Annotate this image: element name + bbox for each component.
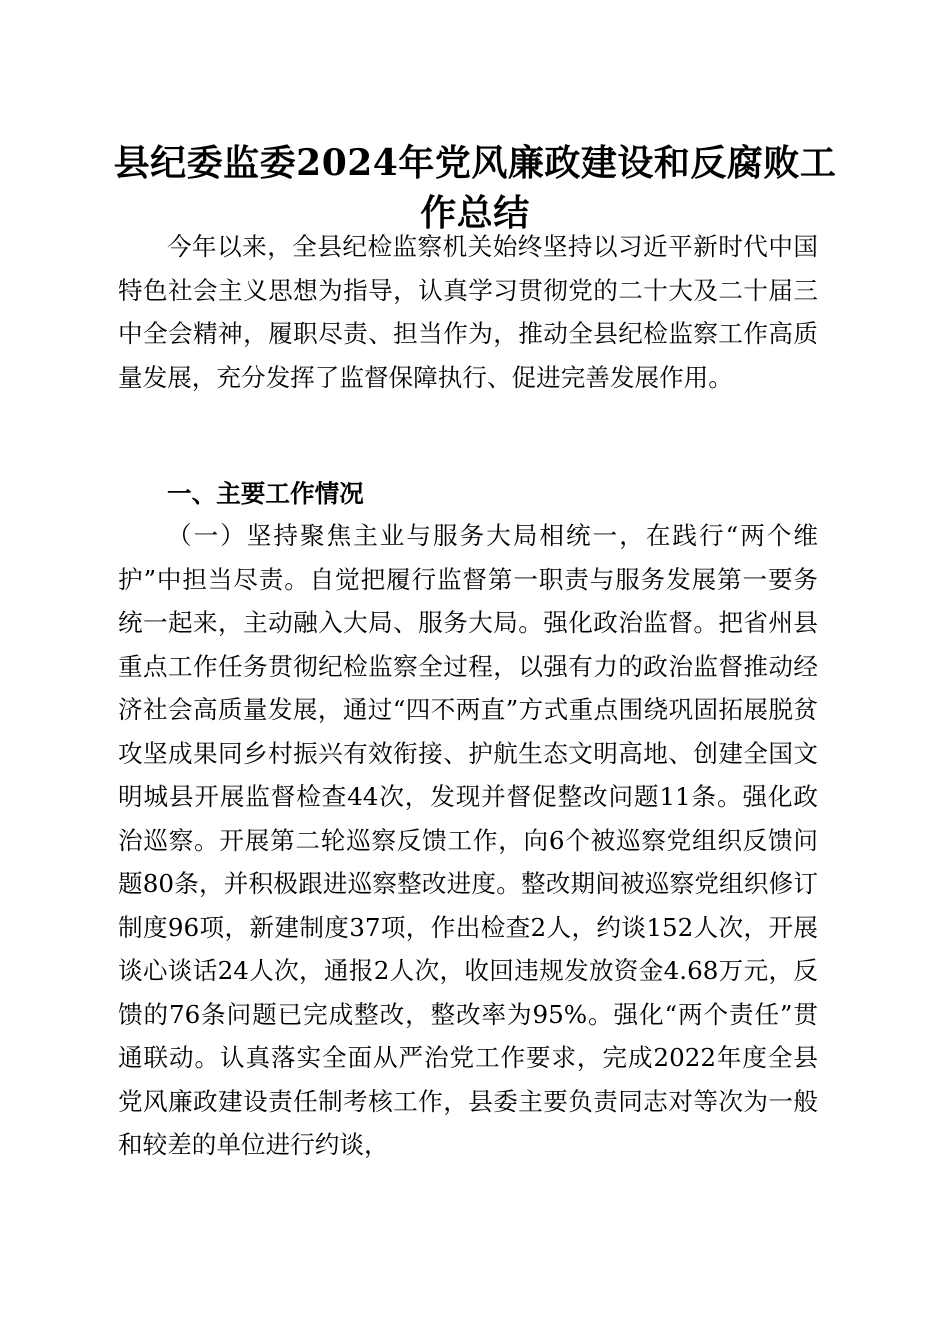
document-title: 县纪委监委2024年党风廉政建设和反腐败工作总结 [113, 142, 837, 234]
section-heading: 一、主要工作情况 [167, 479, 364, 508]
intro-paragraph: 今年以来，全县纪检监察机关始终坚持以习近平新时代中国特色社会主义思想为指导，认真学习贯彻党的二十大及二十届三中全会精神，履职尽责、担当作为，推动全县纪检监察工作高质量发展，充分发挥了监督保障执行、促进完善发展作用。 [118, 232, 818, 392]
section-paragraph: （一）坚持聚焦主业与服务大局相统一，在践行“两个维护”中担当尽责。自觉把履行监督第一职责与服务发展第一要务统一起来，主动融入大局、服务大局。强化政治监督。把省州县重点工作任务贯彻纪检监察全过程，以强有力的政治监督推动经济社会高质量发展，通过“四不两直”方式重点围绕巩固拓展脱贫攻坚成果同乡村振兴有效衔接、护航生态文明高地、创建全国文明城县开展监督检查44次，发现并督促整改问题11条。强化政治巡察。开展第二轮巡察反馈工作，向6个被巡察党组织反馈问题80条，并积极跟进巡察整改进度。整改期间被巡察党组织修订制度96项，新建制度37项，作出检查2人，约谈152人次，开展谈心谈话24人次，通报2人次，收回违规发放资金4.68万元，反馈的76条问题已完成整改，整改率为95%。强化“两个责任”贯通联动。认真落实全面从严治党工作要求，完成2022年度全县党风廉政建设责任制考核工作，县委主要负责同志对等次为一般和较差的单位进行约谈， [118, 521, 818, 1159]
